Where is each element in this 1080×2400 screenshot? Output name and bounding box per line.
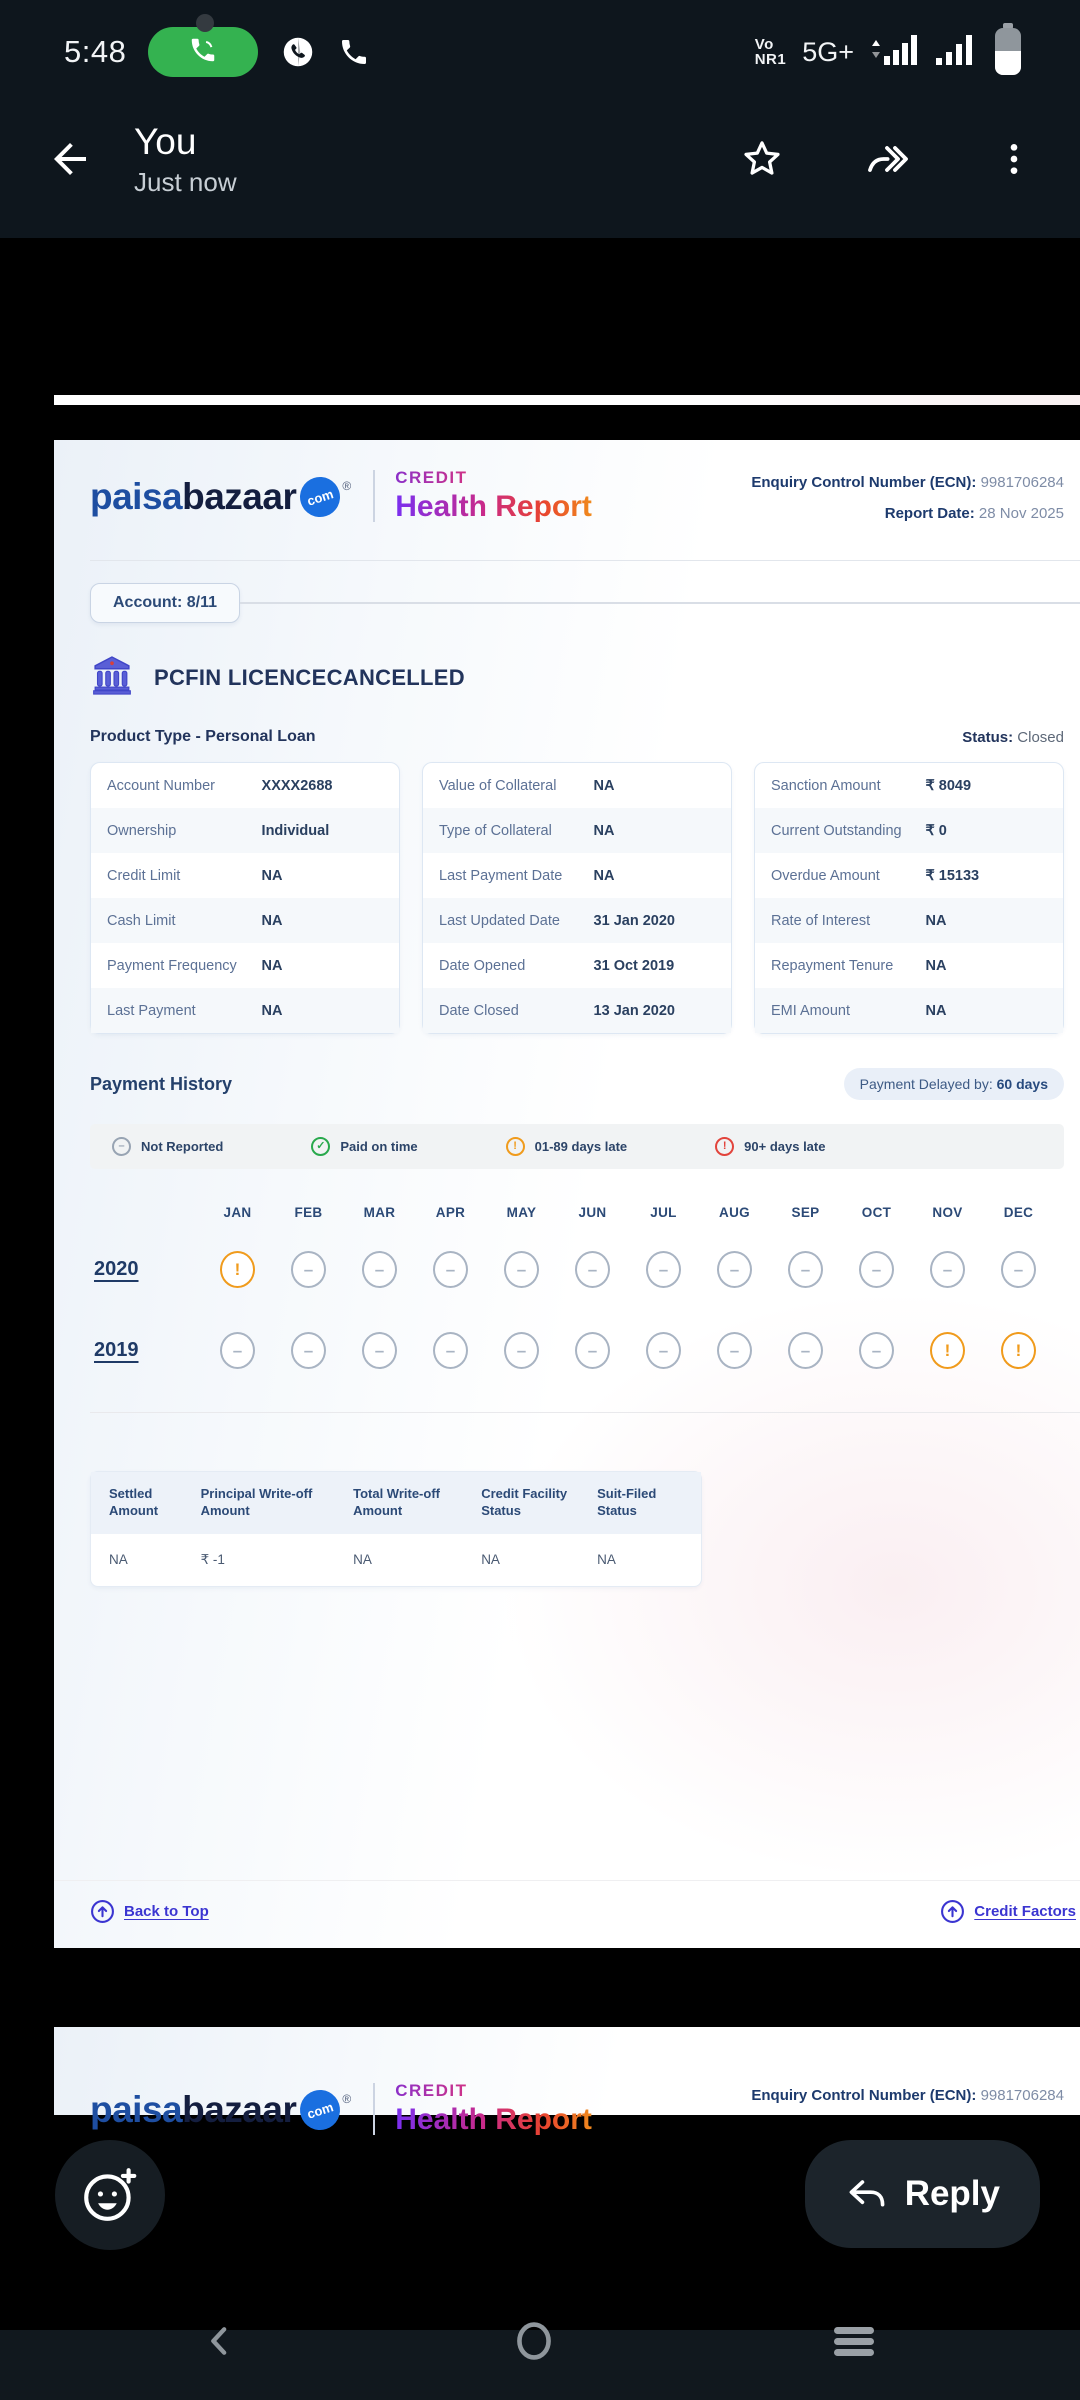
detail-row	[91, 988, 399, 1033]
detail-card	[754, 762, 1064, 1034]
year-label: 2020	[94, 1258, 139, 1280]
report-header	[54, 2027, 1080, 2141]
payment-not-reported-icon: –	[291, 1251, 326, 1288]
legend-item	[311, 1137, 417, 1156]
payment-cell	[841, 1238, 912, 1301]
payment-cell	[273, 1319, 344, 1382]
month-header: JUN	[578, 1205, 607, 1220]
month-header: DEC	[1003, 1205, 1034, 1220]
legend-item	[506, 1137, 628, 1156]
battery-icon	[992, 23, 1024, 82]
month-header: NOV	[932, 1205, 963, 1220]
grid-spacer	[841, 1220, 912, 1238]
table-value-cell: NA	[109, 1551, 128, 1567]
detail-value: NA	[261, 867, 283, 884]
detail-value: NA	[925, 957, 947, 974]
grid-spacer	[557, 1220, 628, 1238]
payment-not-reported-icon: –	[930, 1251, 965, 1288]
up-arrow-circle-icon	[90, 1899, 115, 1924]
detail-card	[422, 762, 732, 1034]
payment-cell	[486, 1238, 557, 1301]
payment-history-title: Payment History	[90, 1073, 233, 1094]
month-header: FEB	[294, 1205, 323, 1220]
payment-not-reported-icon: –	[717, 1332, 752, 1369]
grid-spacer	[202, 1301, 273, 1319]
detail-row	[755, 853, 1063, 898]
detail-label: Credit Limit	[107, 867, 181, 884]
add-reaction-button[interactable]	[55, 2140, 165, 2250]
detail-row	[755, 763, 1063, 808]
table-header-cell: Total Write-off Amount	[353, 1486, 440, 1518]
credit-health-report-logo: CREDIT Health Report	[395, 2081, 592, 2136]
payment-cell	[841, 1319, 912, 1382]
report-header	[54, 440, 1080, 536]
table-value-cell: ₹ -1	[200, 1551, 225, 1567]
payment-legend	[90, 1124, 1064, 1169]
legend-label: 90+ days late	[744, 1139, 826, 1154]
credit-factors-link[interactable]: Credit Factors	[940, 1899, 1076, 1924]
table-value-cell: NA	[353, 1551, 372, 1567]
previous-page-edge	[54, 395, 1080, 405]
detail-label: Sanction Amount	[771, 777, 881, 794]
detail-row	[91, 808, 399, 853]
signal-bars-icon-sim2	[934, 30, 978, 75]
detail-value: Individual	[261, 822, 330, 839]
detail-label: Current Outstanding	[771, 822, 902, 839]
report-date-label: Report Date:	[884, 505, 975, 522]
detail-row	[423, 943, 731, 988]
detail-row	[755, 898, 1063, 943]
logo-com-badge: com	[295, 472, 345, 522]
sender-info[interactable]	[134, 121, 237, 198]
nav-recents-button[interactable]	[828, 2319, 880, 2368]
payment-cell	[699, 1238, 770, 1301]
payment-not-reported-icon: –	[1001, 1251, 1036, 1288]
year-label: 2019	[94, 1339, 139, 1361]
report-footer	[54, 1880, 1080, 1948]
payment-not-reported-icon: –	[504, 1332, 539, 1369]
detail-row	[91, 898, 399, 943]
detail-row	[91, 853, 399, 898]
payment-cell	[770, 1319, 841, 1382]
grid-divider	[90, 1412, 1080, 1413]
reply-button[interactable]	[805, 2140, 1040, 2248]
detail-value: XXXX2688	[261, 777, 333, 794]
payment-cell	[344, 1238, 415, 1301]
payment-not-reported-icon: –	[646, 1332, 681, 1369]
payment-cell	[983, 1238, 1054, 1301]
table-value-cell: NA	[481, 1551, 500, 1567]
report-date-value: 28 Nov 2025	[978, 505, 1064, 522]
account-status: Status: Closed	[962, 729, 1064, 746]
paisabazaar-logo: paisa bazaar com ®	[90, 466, 351, 528]
month-header: JUL	[650, 1205, 677, 1220]
grid-spacer	[344, 1220, 415, 1238]
detail-row	[423, 808, 731, 853]
grid-spacer	[273, 1220, 344, 1238]
logo-com-badge: com	[295, 2085, 345, 2135]
emoji-plus-icon	[79, 2164, 141, 2226]
phone-status-icon	[338, 36, 370, 68]
detail-row	[755, 808, 1063, 853]
month-header: OCT	[861, 1205, 892, 1220]
grid-spacer	[983, 1220, 1054, 1238]
detail-row	[423, 763, 731, 808]
detail-label: Ownership	[107, 822, 177, 839]
detail-row	[423, 898, 731, 943]
detail-label: Overdue Amount	[771, 867, 880, 884]
writeoff-table	[90, 1471, 702, 1587]
more-options-button[interactable]	[984, 129, 1044, 189]
payment-cell	[983, 1319, 1054, 1382]
detail-label: Last Payment	[107, 1002, 196, 1019]
payment-cell	[557, 1319, 628, 1382]
legend-label: Paid on time	[340, 1139, 418, 1154]
detail-value: NA	[261, 957, 283, 974]
ongoing-call-pill[interactable]	[148, 27, 258, 77]
payment-delayed-badge: Payment Delayed by: 60 days	[844, 1068, 1064, 1100]
up-arrow-circle-icon	[940, 1899, 965, 1924]
legend-label: 01-89 days late	[534, 1139, 628, 1154]
legend-item	[112, 1137, 223, 1156]
detail-value: NA	[261, 912, 283, 929]
account-counter-tab: Account: 8/11	[90, 583, 240, 623]
payment-not-reported-icon: –	[433, 1332, 468, 1369]
month-header: AUG	[719, 1205, 750, 1220]
payment-not-reported-icon: –	[788, 1251, 823, 1288]
payment-not-reported-icon: –	[575, 1251, 610, 1288]
detail-label: Repayment Tenure	[771, 957, 894, 974]
grid-spacer	[912, 1220, 983, 1238]
payment-history-grid	[90, 1205, 1080, 1382]
detail-label: Date Opened	[439, 957, 526, 974]
detail-value: ₹ 8049	[925, 777, 972, 794]
sender-name: You	[134, 120, 197, 162]
detail-label: Cash Limit	[107, 912, 176, 929]
detail-label: EMI Amount	[771, 1002, 850, 1019]
grid-spacer	[90, 1220, 202, 1238]
grid-spacer	[983, 1301, 1054, 1319]
detail-row	[91, 763, 399, 808]
payment-cell	[912, 1319, 983, 1382]
detail-label: Last Payment Date	[439, 867, 563, 884]
report-meta	[751, 2079, 1064, 2118]
detail-label: Type of Collateral	[439, 822, 552, 839]
message-timestamp: Just now	[134, 166, 237, 197]
account-detail-cards	[90, 762, 1064, 1034]
payment-late-icon: !	[930, 1332, 965, 1369]
payment-not-reported-icon: –	[646, 1251, 681, 1288]
month-header: MAR	[363, 1205, 396, 1220]
detail-value: ₹ 0	[925, 822, 947, 839]
product-type: Product Type - Personal Loan	[90, 728, 316, 745]
call-phone-icon	[188, 35, 218, 70]
grid-spacer	[344, 1301, 415, 1319]
payment-cell	[486, 1319, 557, 1382]
legend-verylate-icon: !	[715, 1137, 734, 1156]
detail-row	[755, 943, 1063, 988]
bank-icon	[90, 653, 134, 702]
credit-report-page	[54, 440, 1080, 1948]
app-header	[0, 90, 1080, 238]
detail-value: ₹ 15133	[925, 867, 980, 884]
grid-spacer	[628, 1301, 699, 1319]
payment-cell	[557, 1238, 628, 1301]
payment-not-reported-icon: –	[575, 1332, 610, 1369]
detail-value: 31 Jan 2020	[593, 912, 675, 929]
reply-arrow-icon	[845, 2172, 889, 2216]
grid-spacer	[202, 1220, 273, 1238]
signal-bars-icon-sim1	[868, 30, 920, 75]
grid-spacer	[486, 1220, 557, 1238]
payment-not-reported-icon: –	[717, 1251, 752, 1288]
account-tab-line	[240, 602, 1080, 604]
payment-cell	[912, 1238, 983, 1301]
detail-row	[423, 853, 731, 898]
paisabazaar-logo: paisa bazaar com ®	[90, 2079, 351, 2141]
legend-item	[715, 1137, 825, 1156]
payment-cell	[628, 1238, 699, 1301]
vonr-indicator: Vo NR1	[754, 36, 787, 68]
ecn-value: 9981706284	[980, 474, 1064, 491]
detail-value: 31 Oct 2019	[593, 957, 675, 974]
detail-value: NA	[593, 822, 615, 839]
detail-row	[91, 943, 399, 988]
month-header: JAN	[223, 1205, 252, 1220]
payment-not-reported-icon: –	[362, 1332, 397, 1369]
detail-label: Account Number	[107, 777, 215, 794]
status-bar	[0, 0, 1080, 90]
grid-spacer	[415, 1220, 486, 1238]
grid-spacer	[90, 1301, 202, 1319]
payment-not-reported-icon: –	[788, 1332, 823, 1369]
detail-row	[755, 988, 1063, 1033]
legend-late-icon: !	[506, 1137, 525, 1156]
payment-cell	[415, 1238, 486, 1301]
payment-not-reported-icon: –	[859, 1251, 894, 1288]
nav-home-button[interactable]	[511, 2318, 557, 2369]
credit-health-report-logo: CREDIT Health Report	[395, 468, 592, 523]
grid-spacer	[699, 1220, 770, 1238]
payment-not-reported-icon: –	[504, 1251, 539, 1288]
payment-cell	[202, 1319, 273, 1382]
report-meta	[751, 466, 1064, 536]
ecn-label: Enquiry Control Number (ECN):	[751, 474, 977, 491]
detail-card	[90, 762, 400, 1034]
detail-label: Payment Frequency	[107, 957, 237, 974]
logo-divider	[373, 2083, 375, 2135]
grid-spacer	[486, 1301, 557, 1319]
grid-spacer	[415, 1301, 486, 1319]
ecn-label: Enquiry Control Number (ECN):	[751, 2087, 977, 2104]
grid-spacer	[770, 1220, 841, 1238]
grid-spacer	[912, 1301, 983, 1319]
forward-button[interactable]	[858, 129, 918, 189]
whatsapp-status-icon	[280, 34, 316, 70]
payment-cell	[344, 1319, 415, 1382]
grid-spacer	[699, 1301, 770, 1319]
payment-not-reported-icon: –	[433, 1251, 468, 1288]
logo-divider	[373, 470, 375, 522]
grid-spacer	[628, 1220, 699, 1238]
next-page-preview	[54, 2027, 1080, 2136]
detail-label: Date Closed	[439, 1002, 519, 1019]
reply-label: Reply	[904, 2174, 1000, 2213]
payment-cell	[202, 1238, 273, 1301]
detail-value: NA	[593, 777, 615, 794]
legend-label: Not Reported	[141, 1139, 224, 1154]
legend-ontime-icon: ✓	[311, 1137, 330, 1156]
grid-spacer	[557, 1301, 628, 1319]
detail-value: NA	[925, 1002, 947, 1019]
table-value-cell: NA	[597, 1551, 616, 1567]
table-header-cell: Credit Facility Status	[481, 1486, 568, 1518]
detail-row	[423, 988, 731, 1033]
table-header-cell: Principal Write-off Amount	[200, 1486, 313, 1518]
nav-back-button[interactable]	[200, 2321, 240, 2366]
grid-spacer	[770, 1301, 841, 1319]
grid-spacer	[273, 1301, 344, 1319]
payment-cell	[770, 1238, 841, 1301]
payment-not-reported-icon: –	[220, 1332, 255, 1369]
back-button[interactable]	[40, 129, 100, 189]
payment-cell	[628, 1319, 699, 1382]
header-divider	[90, 560, 1080, 561]
payment-late-icon: !	[220, 1251, 255, 1288]
clock: 5:48	[64, 34, 127, 69]
payment-not-reported-icon: –	[362, 1251, 397, 1288]
detail-label: Last Updated Date	[439, 912, 560, 929]
detail-label: Value of Collateral	[439, 777, 557, 794]
payment-not-reported-icon: –	[859, 1332, 894, 1369]
detail-value: 13 Jan 2020	[593, 1002, 675, 1019]
camera-cutout	[196, 14, 214, 32]
grid-spacer	[841, 1301, 912, 1319]
payment-not-reported-icon: –	[291, 1332, 326, 1369]
legend-nr-icon: –	[112, 1137, 131, 1156]
ecn-value: 9981706284	[980, 2087, 1064, 2104]
month-header: MAY	[506, 1205, 537, 1220]
detail-value: NA	[261, 1002, 283, 1019]
detail-value: NA	[925, 912, 947, 929]
month-header: SEP	[791, 1205, 820, 1220]
payment-cell	[699, 1319, 770, 1382]
payment-cell	[273, 1238, 344, 1301]
network-type-label: 5G+	[802, 36, 854, 67]
back-to-top-link[interactable]: Back to Top	[90, 1899, 209, 1924]
detail-label: Rate of Interest	[771, 912, 871, 929]
star-button[interactable]	[732, 129, 792, 189]
lender-name: PCFIN LICENCECANCELLED	[154, 664, 465, 690]
payment-cell	[415, 1319, 486, 1382]
table-header-cell: Settled Amount	[109, 1486, 159, 1518]
table-header-cell: Suit-Filed Status	[597, 1486, 657, 1518]
month-header: APR	[435, 1205, 466, 1220]
detail-value: NA	[593, 867, 615, 884]
payment-late-icon: !	[1001, 1332, 1036, 1369]
